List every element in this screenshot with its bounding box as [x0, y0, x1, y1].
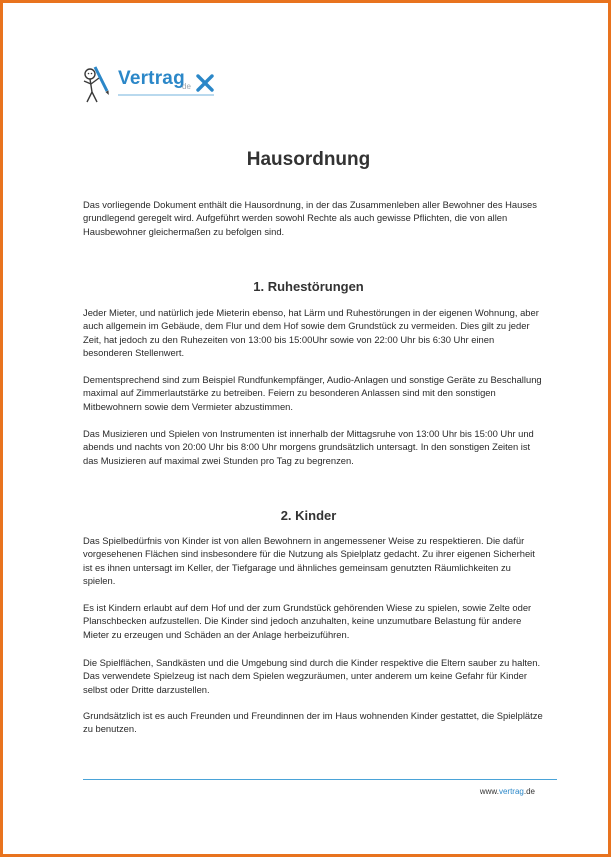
kinder-paragraph-2: Es ist Kindern erlaubt auf dem Hof und der zum Grundstück gehörenden Wiese zu spielen, sowie Zelte oder Planschbecken aufzustellen. Die Kinder sind jedoch anzuhalten, keine unzumutbare Belastung für andere Mieter zu erzeugen und Schäden an der Anlage herbeizuführen.	[83, 602, 532, 640]
kinder-paragraph-1: Das Spielbedürfnis von Kinder ist von allen Bewohnern in angemessener Weise zu respektieren. Die dafür vorgesehenen Flächen sind insbesondere für die Nutzung als Spielplatz gedacht. Zu ihrer eigenen Sicherheit ist es ihnen untersagt im Keller, der Tiefgarage und ähnliches gemeinsam genutzten Räumlichkeiten zu spielen.	[83, 535, 535, 586]
stick-figure-pencil-icon	[79, 65, 115, 105]
section-heading-kinder: 2. Kinder	[280, 508, 337, 523]
document-title: Hausordnung	[246, 149, 371, 170]
logo-suffix: de	[182, 82, 191, 91]
kinder-paragraph-3: Die Spielflächen, Sandkästen und die Umgebung sind durch die Kinder respektive die Eltern sauber zu halten. Das verwendete Spielzeug ist nach dem Spielen wegzuräumen, unter anderem um keine Gefahr für Kinder selbst oder Dritte darzustellen.	[83, 657, 541, 695]
section-heading-ruhestoerungen: 1. Ruhestörungen	[253, 279, 364, 294]
ruhe-paragraph-2: Dementsprechend sind zum Beispiel Rundfunkempfänger, Audio-Anlagen und sonstige Geräte zu Beschallung maximal auf Zimmerlautstärke zu betreiben. Feiern zu besonderen Anlassen sind mit den sonstigen Mitbewohnern sowie dem Vermieter abzustimmen.	[83, 374, 542, 412]
x-mark-icon	[196, 73, 214, 93]
footer-url-prefix: www.	[479, 787, 499, 796]
kinder-paragraph-4: Grundsätzlich ist es auch Freunden und Freundinnen der im Haus wohnenden Kinder gestattet, die Spielplätze zu benutzen.	[83, 710, 543, 735]
logo-wordmark: Vertrag	[118, 68, 185, 89]
ruhe-paragraph-3: Das Musizieren und Spielen von Instrumenten ist innerhalb der Mittagsruhe von 13:00 Uhr bis 15:00 Uhr und abends und nachts von 20:00 Uhr bis 8:00 Uhr morgens grundsätzlich untersagt. In den sonstigen Zeiten ist das Musizieren auf maximal zwei Stunden pro Tag zu begrenzen.	[83, 428, 534, 466]
ruhe-paragraph-1: Jeder Mieter, und natürlich jede Mieterin ebenso, hat Lärm und Ruhestörungen in der eigenen Wohnung, aber auch allgemein im Gebäude, dem Flur und dem Hof sowie dem Grundstück zu vermeiden. Dies gilt zu jeder Zeit, hat jedoch zu den Ruhezeiten von 13:00 bis 15:00Uhr sowie von 22:00 Uhr bis 6:30 Uhr einen besonderen Stellenwert.	[83, 307, 539, 358]
footer-url-brand: vertrag	[498, 787, 524, 796]
footer-divider	[83, 779, 557, 780]
footer-url-suffix: .de	[523, 787, 535, 796]
intro-paragraph: Das vorliegende Dokument enthält die Hausordnung, in der das Zusammenleben aller Bewohner des Hauses grundlegend geregelt wird. Aufgeführt werden sowohl Rechte als auch gewisse Pflichten, die von allen Hausbewohner gleichermaßen zu befolgen sind.	[83, 199, 537, 237]
vertrag-logo[interactable]	[79, 65, 219, 105]
footer-website-link[interactable]	[443, 787, 535, 796]
logo-tagline-bar	[118, 94, 214, 96]
